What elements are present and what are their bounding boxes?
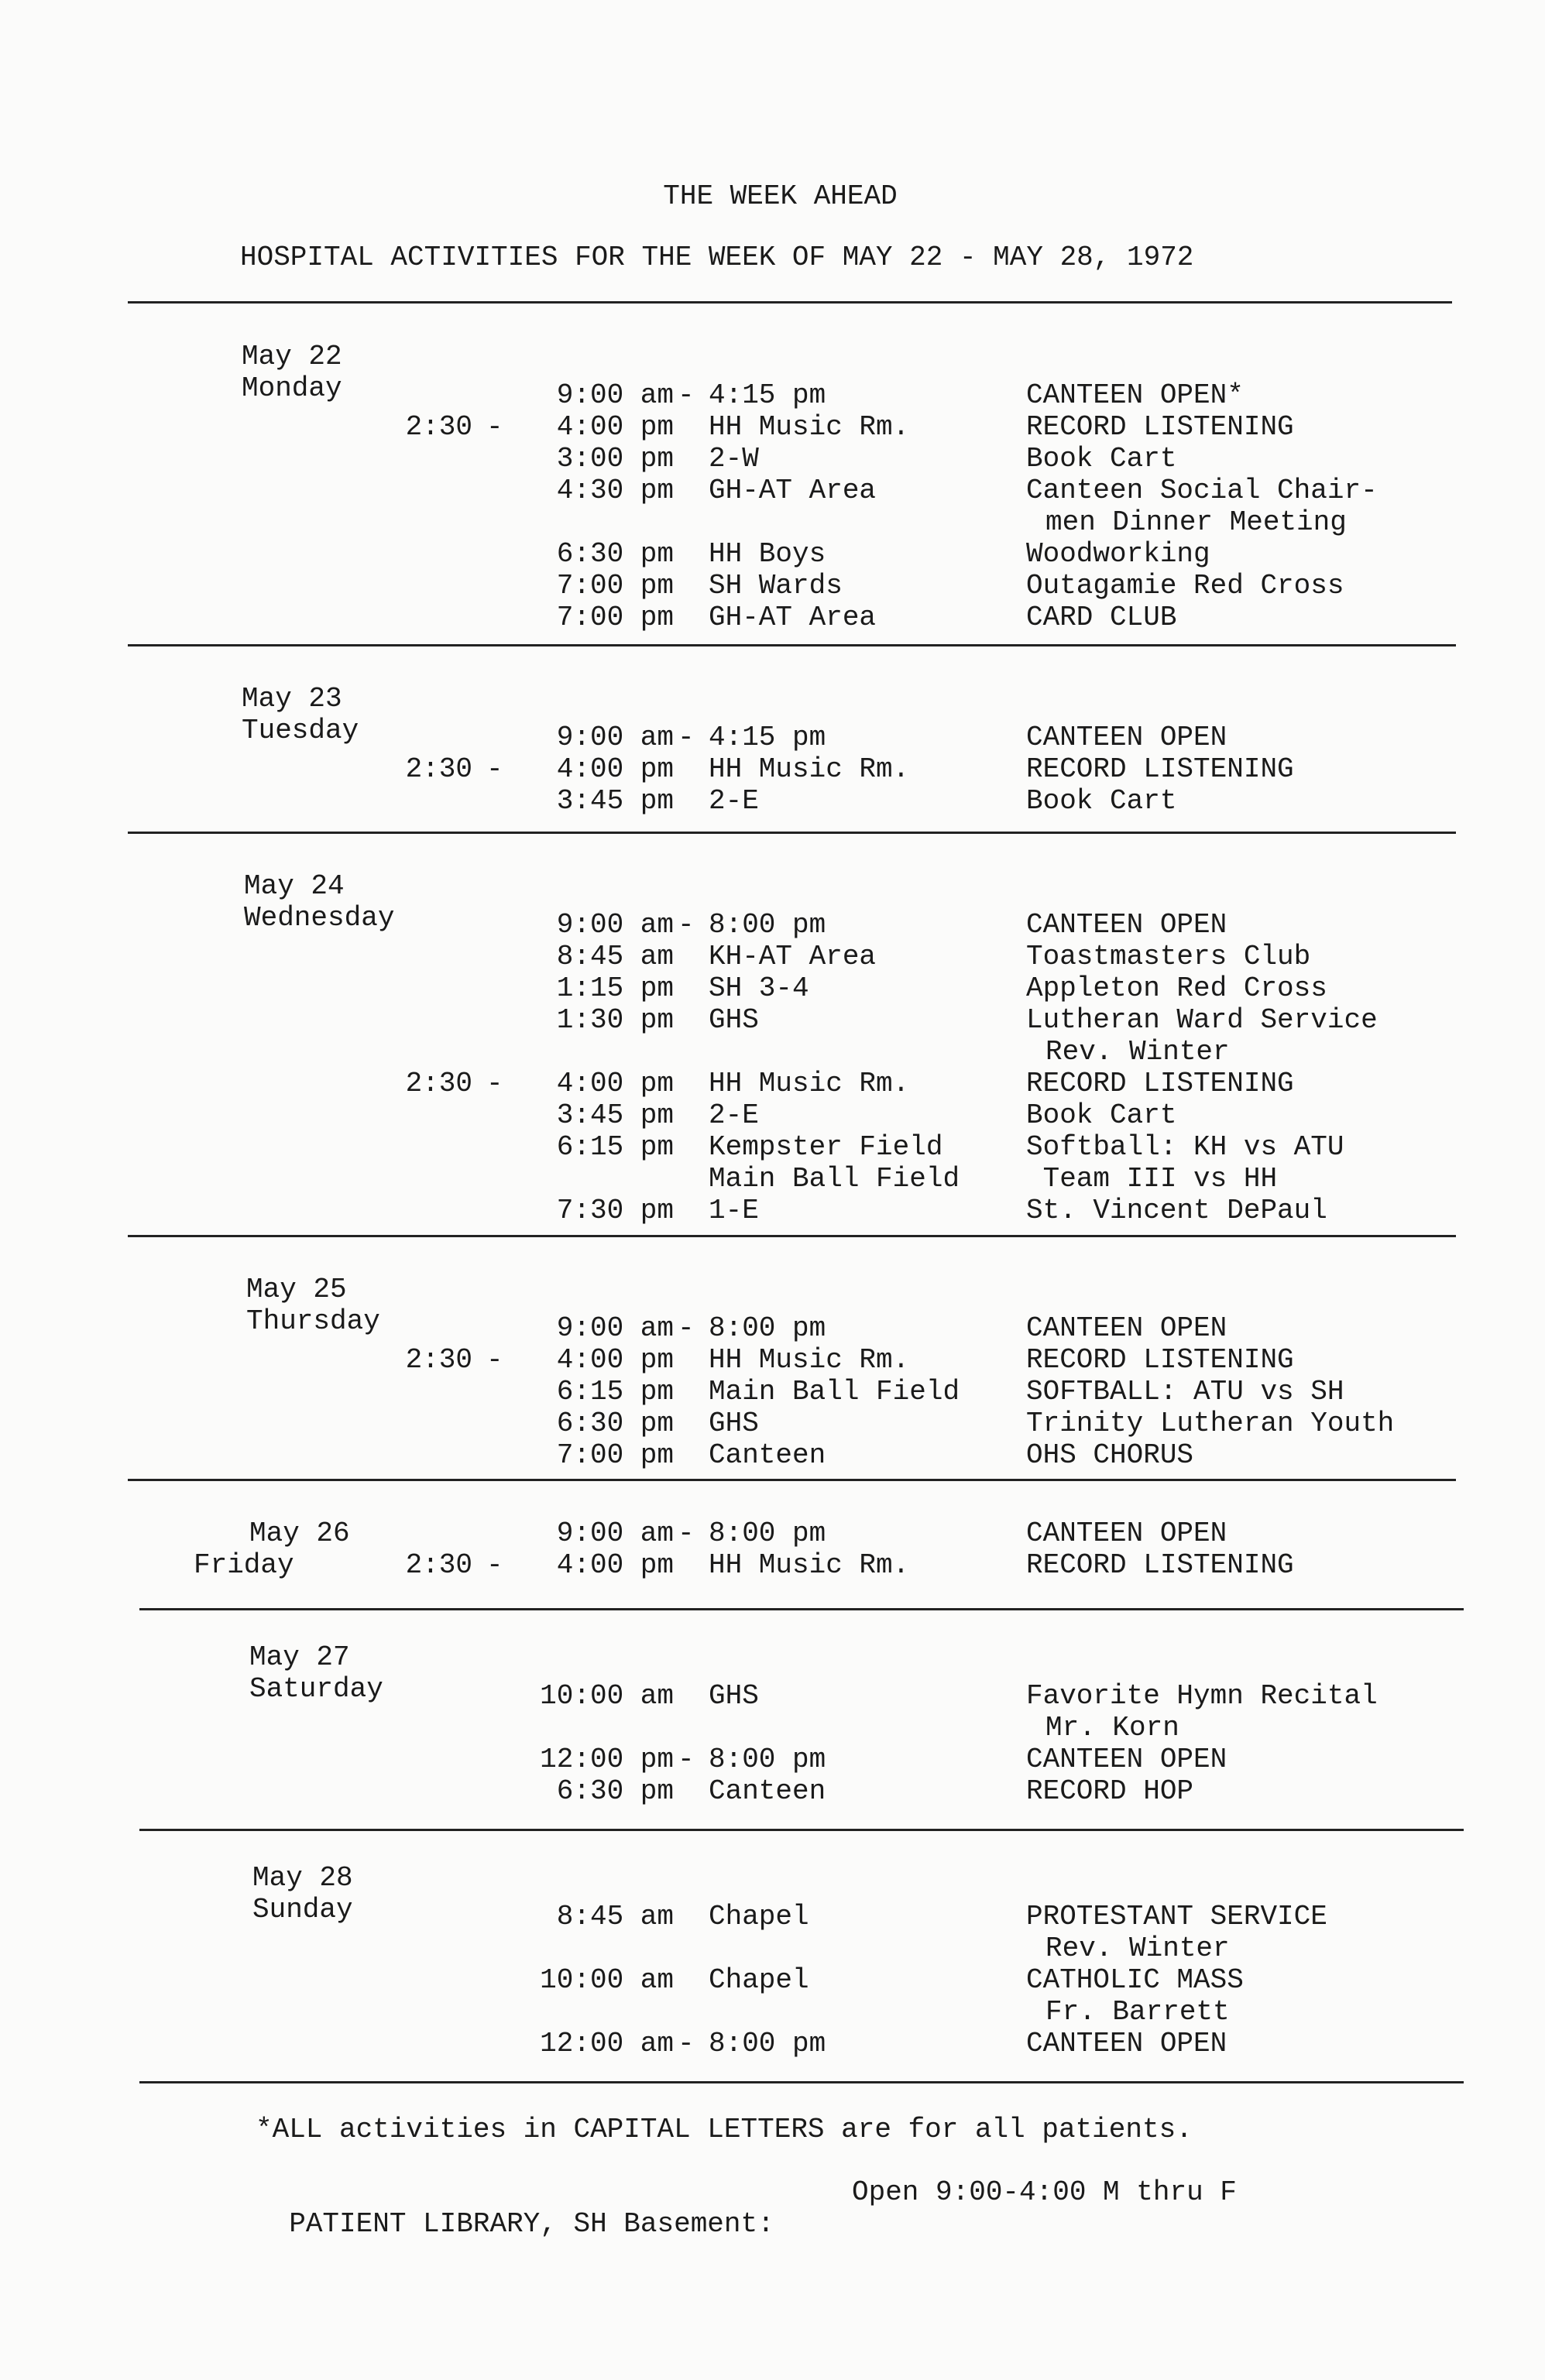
start-time: 2:30	[405, 1068, 472, 1099]
divider	[128, 644, 1456, 646]
start-time: 12:00 am	[540, 2028, 674, 2059]
time-separator: -	[486, 411, 503, 443]
activity: Softball: KH vs ATU	[1026, 1131, 1344, 1163]
day-date: May 27	[249, 1641, 350, 1673]
location: HH Music Rm.	[709, 753, 910, 785]
divider	[139, 1829, 1464, 1831]
day-date: May 26	[249, 1518, 350, 1549]
divider	[139, 1608, 1464, 1610]
time-separator: -	[678, 909, 695, 941]
time-separator: -	[486, 1549, 503, 1581]
location: HH Music Rm.	[709, 1068, 910, 1099]
activity: Team III vs HH	[1026, 1163, 1278, 1195]
end-time: 7:00 pm	[556, 602, 674, 633]
day-weekday: Sunday	[252, 1894, 353, 1926]
schedule-row	[0, 1744, 1545, 1775]
end-time: 1:15 pm	[556, 972, 674, 1004]
schedule-row	[0, 1312, 1545, 1344]
day-weekday: Friday	[194, 1549, 294, 1581]
time-separator: -	[678, 379, 695, 411]
activity: RECORD LISTENING	[1026, 1549, 1294, 1581]
schedule-row	[0, 753, 1545, 785]
end-time: 6:30 pm	[556, 538, 674, 570]
start-time: 9:00 am	[556, 1518, 674, 1549]
time-separator: -	[486, 1068, 503, 1099]
end-time: 8:00 pm	[709, 909, 826, 941]
schedule-row	[0, 1439, 1545, 1471]
schedule-row	[0, 1068, 1545, 1099]
schedule-row	[0, 941, 1545, 972]
day-weekday: Saturday	[249, 1673, 383, 1705]
activity-detail: Mr. Korn	[1045, 1712, 1179, 1744]
activity: PROTESTANT SERVICE	[1026, 1901, 1327, 1932]
location: Main Ball Field	[709, 1163, 960, 1195]
end-time: 4:30 pm	[556, 475, 674, 506]
location: HH Music Rm.	[709, 411, 910, 443]
location: SH Wards	[709, 570, 843, 602]
page-title: THE WEEK AHEAD	[663, 180, 898, 212]
end-time: 7:00 pm	[556, 570, 674, 602]
day-weekday: Wednesday	[244, 902, 395, 934]
activity: Woodworking	[1026, 538, 1210, 570]
schedule-row	[0, 570, 1545, 602]
end-time: 6:30 pm	[556, 1408, 674, 1439]
footnote: *ALL activities in CAPITAL LETTERS are for all patients.	[256, 2114, 1193, 2145]
location: 2-E	[709, 785, 759, 817]
time-separator: -	[678, 1744, 695, 1775]
end-time: 4:15 pm	[709, 379, 826, 411]
schedule-row	[0, 1131, 1545, 1163]
schedule-row	[0, 1680, 1545, 1744]
start-time: 9:00 am	[556, 1312, 674, 1344]
divider	[139, 2081, 1464, 2083]
activity: CARD CLUB	[1026, 602, 1177, 633]
time-separator: -	[678, 1518, 695, 1549]
divider	[128, 301, 1452, 304]
schedule-row	[0, 972, 1545, 1004]
schedule-row	[0, 1376, 1545, 1408]
location: SH 3-4	[709, 972, 809, 1004]
library-info	[256, 2176, 1237, 2272]
schedule-row	[0, 602, 1545, 633]
end-time: 7:30 pm	[556, 1195, 674, 1226]
day-date: May 25	[246, 1274, 347, 1305]
location: 1-E	[709, 1195, 759, 1226]
page-subtitle: HOSPITAL ACTIVITIES FOR THE WEEK OF MAY 22 - MAY 28, 1972	[240, 242, 1194, 273]
schedule-row	[0, 1775, 1545, 1807]
activity: Appleton Red Cross	[1026, 972, 1327, 1004]
time-separator: -	[678, 722, 695, 753]
time-separator: -	[678, 2028, 695, 2059]
activity-detail: Fr. Barrett	[1045, 1996, 1230, 2028]
start-time: 9:00 am	[556, 909, 674, 941]
schedule-row	[0, 1518, 1545, 1549]
time-separator: -	[486, 753, 503, 785]
activity: RECORD HOP	[1026, 1775, 1194, 1807]
activity: St. Vincent DePaul	[1026, 1195, 1327, 1226]
activity: CANTEEN OPEN	[1026, 1312, 1227, 1344]
activity: CANTEEN OPEN	[1026, 2028, 1227, 2059]
location: Canteen	[709, 1775, 826, 1807]
end-time: 10:00 am	[540, 1680, 674, 1712]
divider	[128, 1479, 1456, 1481]
schedule-row	[0, 1004, 1545, 1068]
schedule-row	[0, 379, 1545, 411]
location: Kempster Field	[709, 1131, 943, 1163]
activity: Book Cart	[1026, 443, 1177, 475]
end-time: 3:45 pm	[556, 1099, 674, 1131]
schedule-row	[0, 909, 1545, 941]
day-date: May 22	[242, 341, 342, 372]
day-date: May 24	[244, 870, 345, 902]
end-time: 4:15 pm	[709, 722, 826, 753]
end-time: 10:00 am	[540, 1964, 674, 1996]
activity-detail: Rev. Winter	[1045, 1036, 1230, 1068]
location: HH Music Rm.	[709, 1549, 910, 1581]
start-time: 2:30	[405, 1549, 472, 1581]
activity: RECORD LISTENING	[1026, 1068, 1294, 1099]
end-time: 6:15 pm	[556, 1131, 674, 1163]
schedule-row	[0, 1099, 1545, 1131]
activity: RECORD LISTENING	[1026, 753, 1294, 785]
schedule-row	[0, 1195, 1545, 1226]
start-time: 2:30	[405, 1344, 472, 1376]
activity: RECORD LISTENING	[1026, 1344, 1294, 1376]
time-separator: -	[678, 1312, 695, 1344]
end-time: 4:00 pm	[556, 1068, 674, 1099]
schedule-row	[0, 1408, 1545, 1439]
end-time: 8:45 am	[556, 941, 674, 972]
activity: Favorite Hymn Recital	[1026, 1680, 1378, 1712]
end-time: 8:45 am	[556, 1901, 674, 1932]
end-time: 3:45 pm	[556, 785, 674, 817]
activity: Canteen Social Chair-	[1026, 475, 1378, 506]
start-time: 9:00 am	[556, 722, 674, 753]
schedule-row	[0, 722, 1545, 753]
start-time: 12:00 pm	[540, 1744, 674, 1775]
end-time: 1:30 pm	[556, 1004, 674, 1036]
activity: Trinity Lutheran Youth	[1026, 1408, 1395, 1439]
activity: CANTEEN OPEN*	[1026, 379, 1244, 411]
activity: CANTEEN OPEN	[1026, 722, 1227, 753]
location: Chapel	[709, 1901, 809, 1932]
activity: Lutheran Ward Service	[1026, 1004, 1378, 1036]
end-time: 4:00 pm	[556, 1549, 674, 1581]
activity-detail: Rev. Winter	[1045, 1932, 1230, 1964]
activity: RECORD LISTENING	[1026, 411, 1294, 443]
activity: Toastmasters Club	[1026, 941, 1311, 972]
end-time: 8:00 pm	[709, 2028, 826, 2059]
schedule-row	[0, 1549, 1545, 1581]
schedule-row	[0, 443, 1545, 475]
location: GHS	[709, 1004, 759, 1036]
start-time: 2:30	[405, 753, 472, 785]
location: Main Ball Field	[709, 1376, 960, 1408]
location: HH Boys	[709, 538, 826, 570]
activity: OHS CHORUS	[1026, 1439, 1194, 1471]
divider	[128, 832, 1456, 834]
location: HH Music Rm.	[709, 1344, 910, 1376]
activity: Outagamie Red Cross	[1026, 570, 1344, 602]
location: GH-AT Area	[709, 602, 877, 633]
location: 2-E	[709, 1099, 759, 1131]
end-time: 7:00 pm	[556, 1439, 674, 1471]
activity: Book Cart	[1026, 1099, 1177, 1131]
location: Canteen	[709, 1439, 826, 1471]
location: GHS	[709, 1408, 759, 1439]
day-weekday: Monday	[242, 372, 342, 404]
end-time: 4:00 pm	[556, 1344, 674, 1376]
schedule-row	[0, 1901, 1545, 1964]
end-time: 8:00 pm	[709, 1518, 826, 1549]
activity: CANTEEN OPEN	[1026, 1744, 1227, 1775]
library-hours: Open 9:00-4:00 M thru F	[852, 2176, 1237, 2208]
end-time: 8:00 pm	[709, 1312, 826, 1344]
end-time: 6:30 pm	[556, 1775, 674, 1807]
divider	[128, 1235, 1456, 1237]
schedule-row	[0, 411, 1545, 443]
schedule-row	[0, 475, 1545, 538]
activity: CANTEEN OPEN	[1026, 1518, 1227, 1549]
day-weekday: Thursday	[246, 1305, 380, 1337]
location: Chapel	[709, 1964, 809, 1996]
end-time: 3:00 pm	[556, 443, 674, 475]
day-date: May 28	[252, 1862, 353, 1894]
day-weekday: Tuesday	[242, 715, 359, 746]
location: KH-AT Area	[709, 941, 877, 972]
library-label: PATIENT LIBRARY, SH Basement:	[289, 2208, 774, 2240]
start-time: 2:30	[405, 411, 472, 443]
schedule-row	[0, 2028, 1545, 2059]
schedule-row	[0, 1964, 1545, 2028]
activity-detail: men Dinner Meeting	[1045, 506, 1347, 538]
schedule-row	[0, 1163, 1545, 1195]
end-time: 6:15 pm	[556, 1376, 674, 1408]
location: 2-W	[709, 443, 759, 475]
location: GH-AT Area	[709, 475, 877, 506]
location: GHS	[709, 1680, 759, 1712]
start-time: 9:00 am	[556, 379, 674, 411]
end-time: 8:00 pm	[709, 1744, 826, 1775]
end-time: 4:00 pm	[556, 411, 674, 443]
time-separator: -	[486, 1344, 503, 1376]
activity: SOFTBALL: ATU vs SH	[1026, 1376, 1344, 1408]
day-date: May 23	[242, 683, 342, 715]
end-time: 4:00 pm	[556, 753, 674, 785]
schedule-row	[0, 1344, 1545, 1376]
activity: CANTEEN OPEN	[1026, 909, 1227, 941]
activity: Book Cart	[1026, 785, 1177, 817]
activity: CATHOLIC MASS	[1026, 1964, 1244, 1996]
schedule-row	[0, 785, 1545, 817]
schedule-row	[0, 538, 1545, 570]
